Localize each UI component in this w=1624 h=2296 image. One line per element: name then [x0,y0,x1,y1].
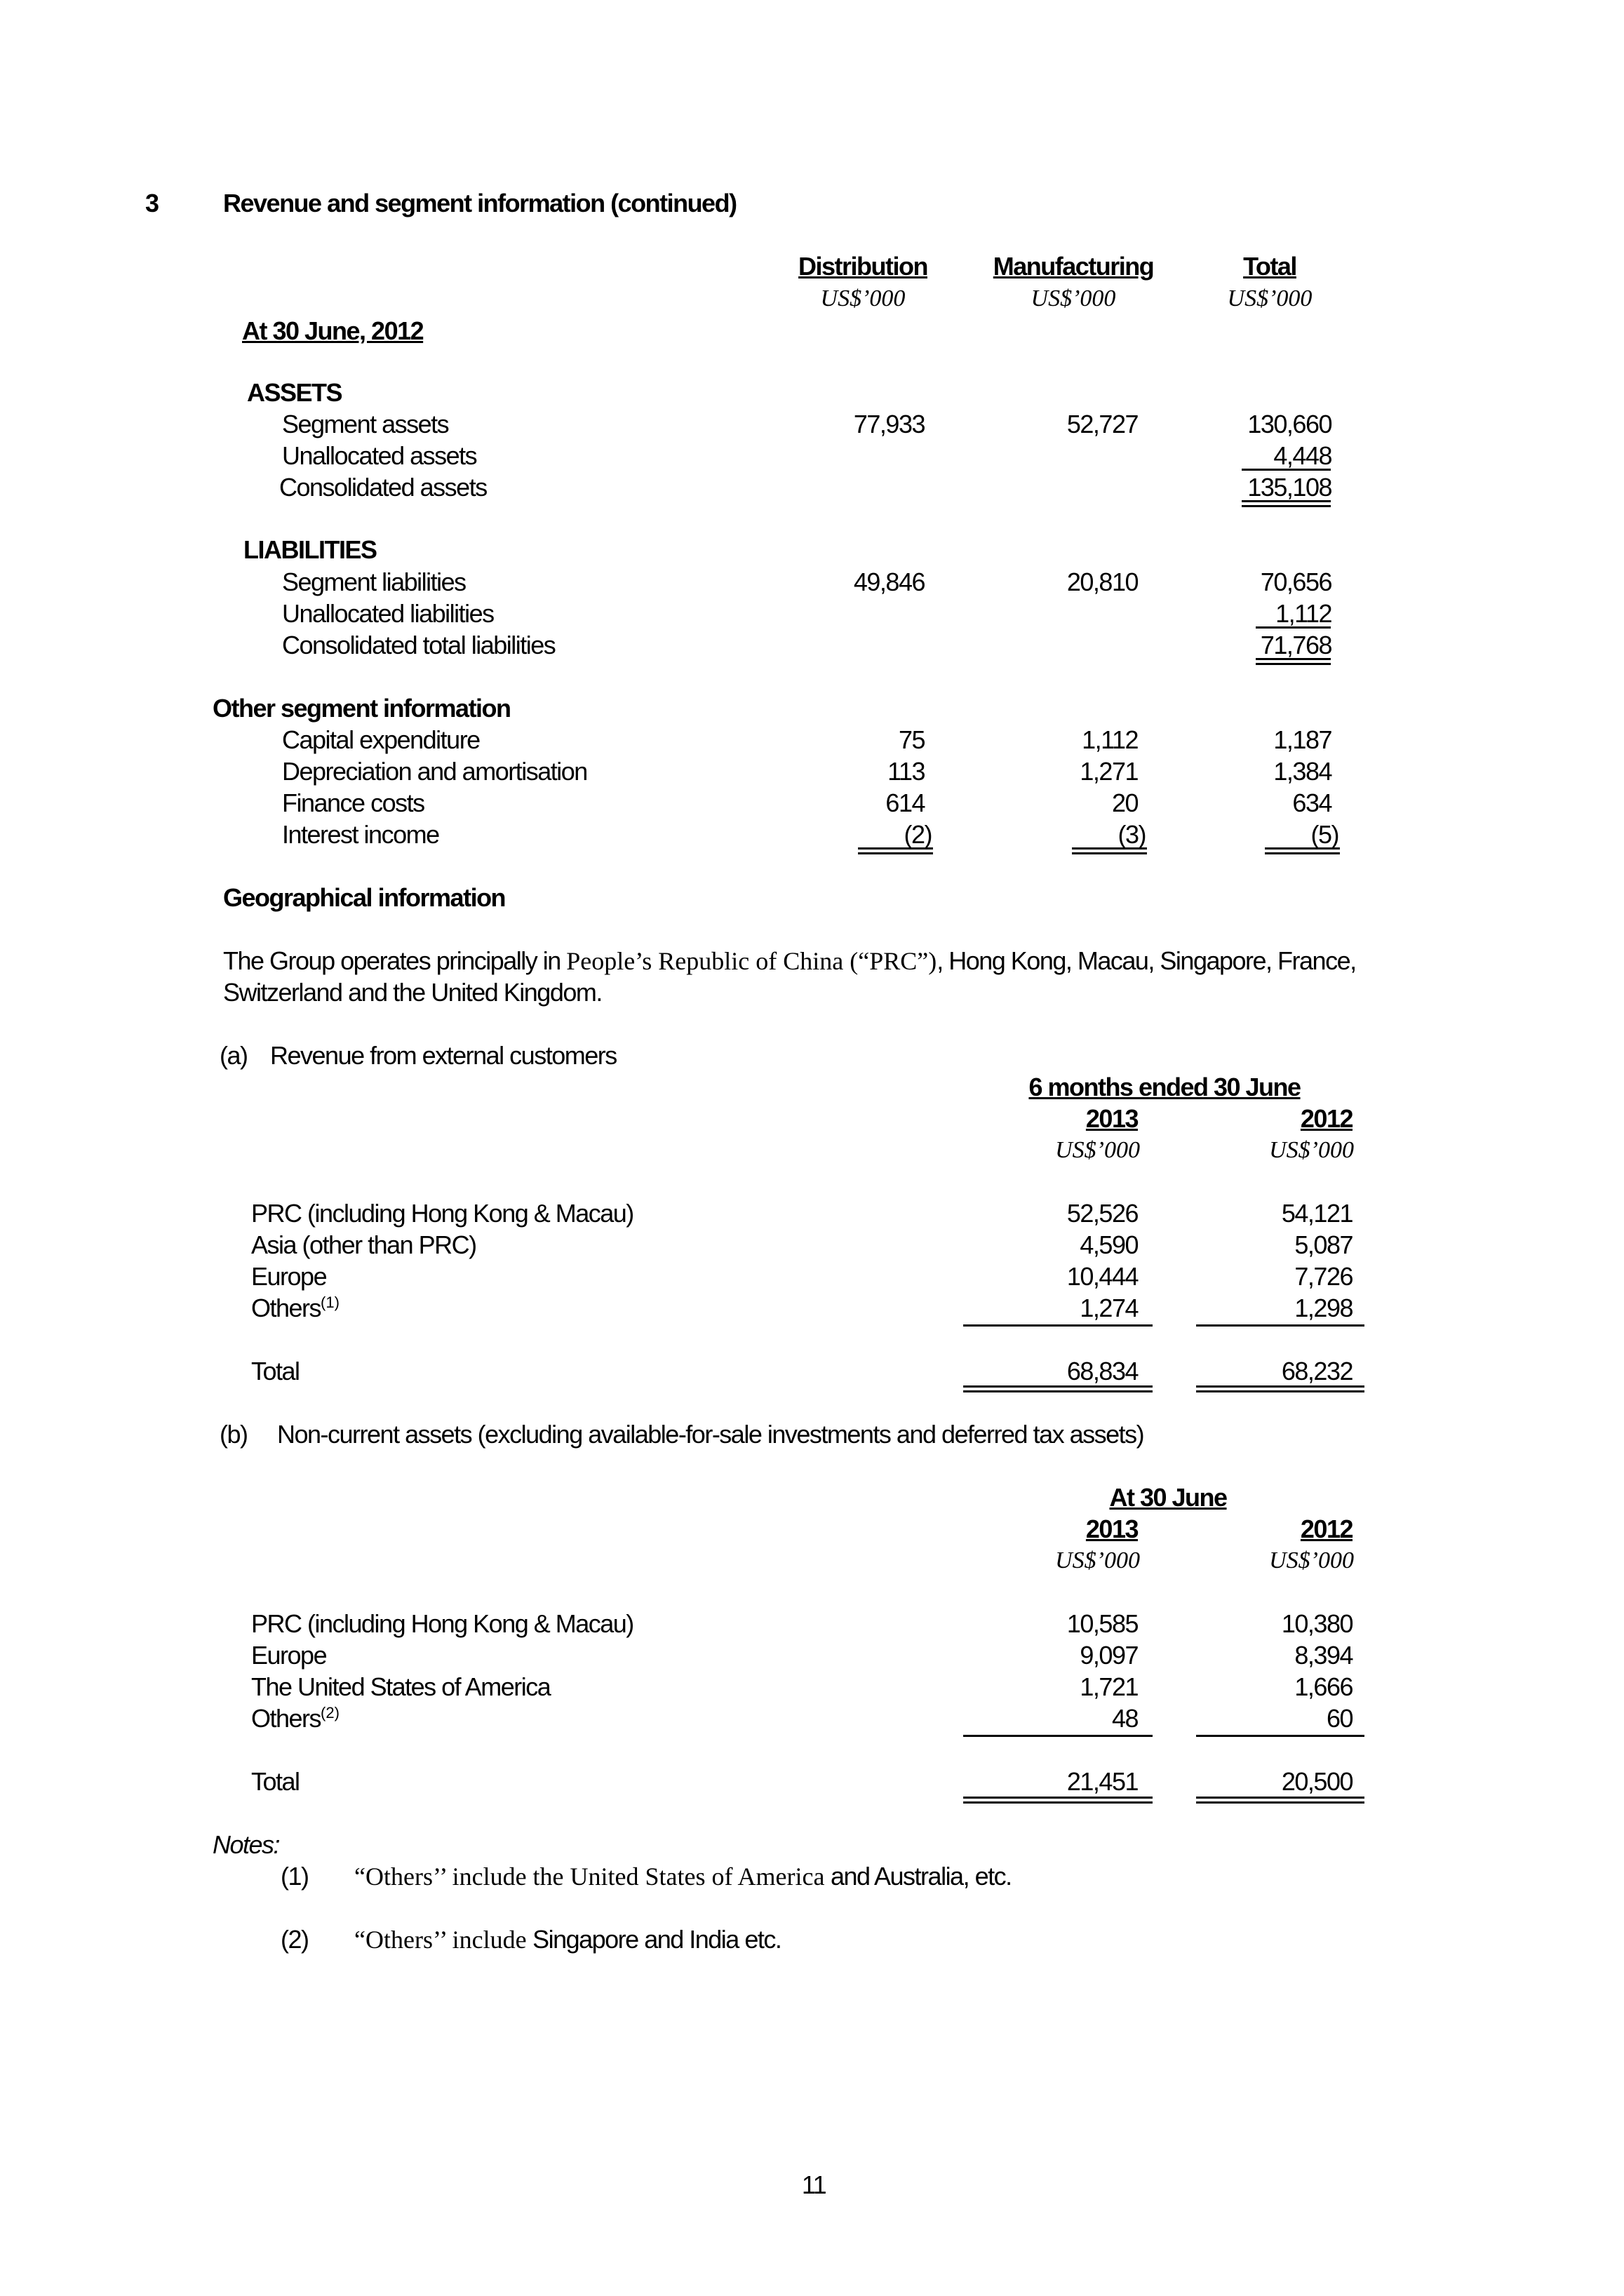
value-2013: 10,444 [1066,1262,1138,1291]
value-2013: 48 [1111,1704,1138,1733]
distribution-value: (2) [904,820,932,849]
revenue-year-2012: 2012 [1300,1104,1353,1133]
total-value: 1,187 [1273,725,1331,754]
notes-heading: Notes: [213,1830,280,1859]
value-2012: 1,666 [1294,1672,1353,1701]
geo-intro-line2: Switzerland and the United Kingdom. [223,978,602,1007]
geo-intro-part3: , Hong Kong, Macau, Singapore, France, [937,946,1356,975]
revenue-total-2012: 68,232 [1281,1357,1353,1385]
distribution-value: 113 [887,757,925,786]
liabilities-subtotal-rule [1256,626,1331,629]
noncurrent-unit-2013: US$’000 [1055,1548,1140,1573]
value-2012: 60 [1326,1704,1353,1733]
col-unit-total: US$’000 [1227,286,1313,311]
revenue-unit-2013: US$’000 [1055,1137,1140,1163]
manufacturing-value: 1,112 [1082,725,1138,754]
row-label: The United States of America [251,1672,551,1701]
value-2012: 7,726 [1294,1262,1353,1291]
manufacturing-value: (3) [1118,820,1146,849]
value-2012: 10,380 [1281,1609,1353,1638]
row-label: PRC (including Hong Kong & Macau) [251,1199,633,1228]
total-value: 70,656 [1260,568,1331,596]
total-value: (5) [1310,820,1338,849]
value-2012: 54,121 [1281,1199,1353,1228]
noncurrent-period-header: At 30 June [1109,1483,1227,1512]
manufacturing-value: 1,271 [1080,757,1138,786]
period-label: At 30 June, 2012 [242,316,424,345]
value-2012: 5,087 [1294,1230,1353,1259]
noncurrent-total-2013: 21,451 [1066,1767,1138,1796]
row-label: Unallocated assets [282,441,477,470]
noncurrent-year-2013: 2013 [1085,1515,1138,1543]
revenue-subtotal-rule-2013 [963,1324,1153,1327]
assets-subtotal-rule [1242,469,1331,471]
row-label: Unallocated liabilities [282,599,494,628]
value-2013: 1,721 [1080,1672,1138,1701]
total-value: 4,448 [1273,441,1331,470]
interest-rule-manufacturing [1072,847,1147,854]
col-header-manufacturing: Manufacturing [993,252,1154,281]
noncurrent-total-2012: 20,500 [1281,1767,1353,1796]
revenue-total-rule-2013 [963,1385,1153,1392]
footnote-ref: (1) [321,1294,340,1311]
col-header-total: Total [1243,252,1296,281]
noncurrent-title: Non-current assets (excluding available-for-sale investments and deferred tax assets) [277,1420,1144,1449]
total-value: 71,768 [1260,631,1331,659]
distribution-value: 49,846 [853,568,925,596]
row-label: Others [251,1294,321,1322]
value-2013: 10,585 [1066,1609,1138,1638]
interest-rule-total [1265,847,1340,854]
liabilities-heading: LIABILITIES [243,535,377,564]
row-label-others [251,1293,340,1324]
row-label: Depreciation and amortisation [282,757,587,786]
row-label: Asia (other than PRC) [251,1230,476,1259]
row-label: Segment liabilities [282,568,466,596]
value-2013: 9,097 [1080,1641,1138,1670]
revenue-total-2013: 68,834 [1066,1357,1138,1385]
section-number: 3 [145,189,159,217]
revenue-year-2013: 2013 [1085,1104,1138,1133]
page-number: 11 [801,2170,826,2199]
manufacturing-value: 20,810 [1066,568,1138,596]
row-label: Segment assets [282,410,449,438]
total-value: 135,108 [1247,473,1331,502]
distribution-value: 75 [898,725,925,754]
footnote-ref: (2) [321,1704,340,1721]
geo-intro-part1: The Group operates principally in [223,946,567,975]
row-label-others [251,1703,340,1734]
total-value: 1,384 [1273,757,1331,786]
other-heading: Other segment information [213,694,511,723]
geo-heading: Geographical information [223,883,506,912]
value-2013: 52,526 [1066,1199,1138,1228]
manufacturing-value: 52,727 [1066,410,1138,438]
liabilities-total-rule [1256,658,1331,665]
row-label: Europe [251,1262,327,1291]
total-value: 1,112 [1275,599,1331,628]
row-label: PRC (including Hong Kong & Macau) [251,1609,633,1638]
value-2013: 1,274 [1080,1294,1138,1322]
revenue-subtotal-rule-2012 [1196,1324,1364,1327]
geo-intro-line1 [223,946,1356,976]
noncurrent-total-rule-2012 [1196,1797,1364,1804]
value-2012: 8,394 [1294,1641,1353,1670]
revenue-total-rule-2012 [1196,1385,1364,1392]
revenue-unit-2012: US$’000 [1269,1137,1354,1163]
assets-heading: ASSETS [247,378,342,407]
section-title: Revenue and segment information (continued) [223,189,737,217]
revenue-total-label: Total [251,1357,300,1385]
manufacturing-value: 20 [1111,788,1138,817]
noncurrent-marker: (b) [220,1420,248,1449]
noncurrent-subtotal-rule-2013 [963,1735,1153,1737]
noncurrent-total-label: Total [251,1767,300,1796]
total-value: 130,660 [1247,410,1331,438]
value-2013: 4,590 [1080,1230,1138,1259]
col-unit-manufacturing: US$’000 [1031,286,1116,311]
distribution-value: 77,933 [853,410,925,438]
note-1-rest: and Australia, etc. [824,1862,1012,1891]
row-label: Capital expenditure [282,725,480,754]
note-2-quoted: “Others’’ include [354,1926,527,1954]
note-2-text [354,1924,781,1955]
row-label: Consolidated total liabilities [282,631,556,659]
col-unit-distribution: US$’000 [820,286,906,311]
note-2-marker: (2) [281,1925,309,1954]
distribution-value: 614 [885,788,925,817]
note-2-rest: Singapore and India etc. [526,1925,781,1954]
geo-intro-part2: People’s Republic of China (“PRC”) [566,947,937,975]
total-value: 634 [1292,788,1331,817]
row-label: Others [251,1704,321,1733]
noncurrent-unit-2012: US$’000 [1269,1548,1354,1573]
noncurrent-total-rule-2013 [963,1797,1153,1804]
note-1-text [354,1861,1012,1892]
assets-total-rule [1242,500,1331,507]
note-1-marker: (1) [281,1862,309,1891]
col-header-distribution: Distribution [798,252,927,281]
value-2012: 1,298 [1294,1294,1353,1322]
noncurrent-year-2012: 2012 [1300,1515,1353,1543]
row-label: Consolidated assets [279,473,487,502]
revenue-period-header: 6 months ended 30 June [1028,1073,1301,1101]
row-label: Finance costs [282,788,424,817]
revenue-title: Revenue from external customers [270,1041,617,1070]
row-label: Interest income [282,820,439,849]
note-1-quoted: “Others’’ include the United States of America [354,1862,825,1891]
revenue-marker: (a) [220,1041,248,1070]
row-label: Europe [251,1641,327,1670]
interest-rule-distribution [858,847,933,854]
noncurrent-subtotal-rule-2012 [1196,1735,1364,1737]
